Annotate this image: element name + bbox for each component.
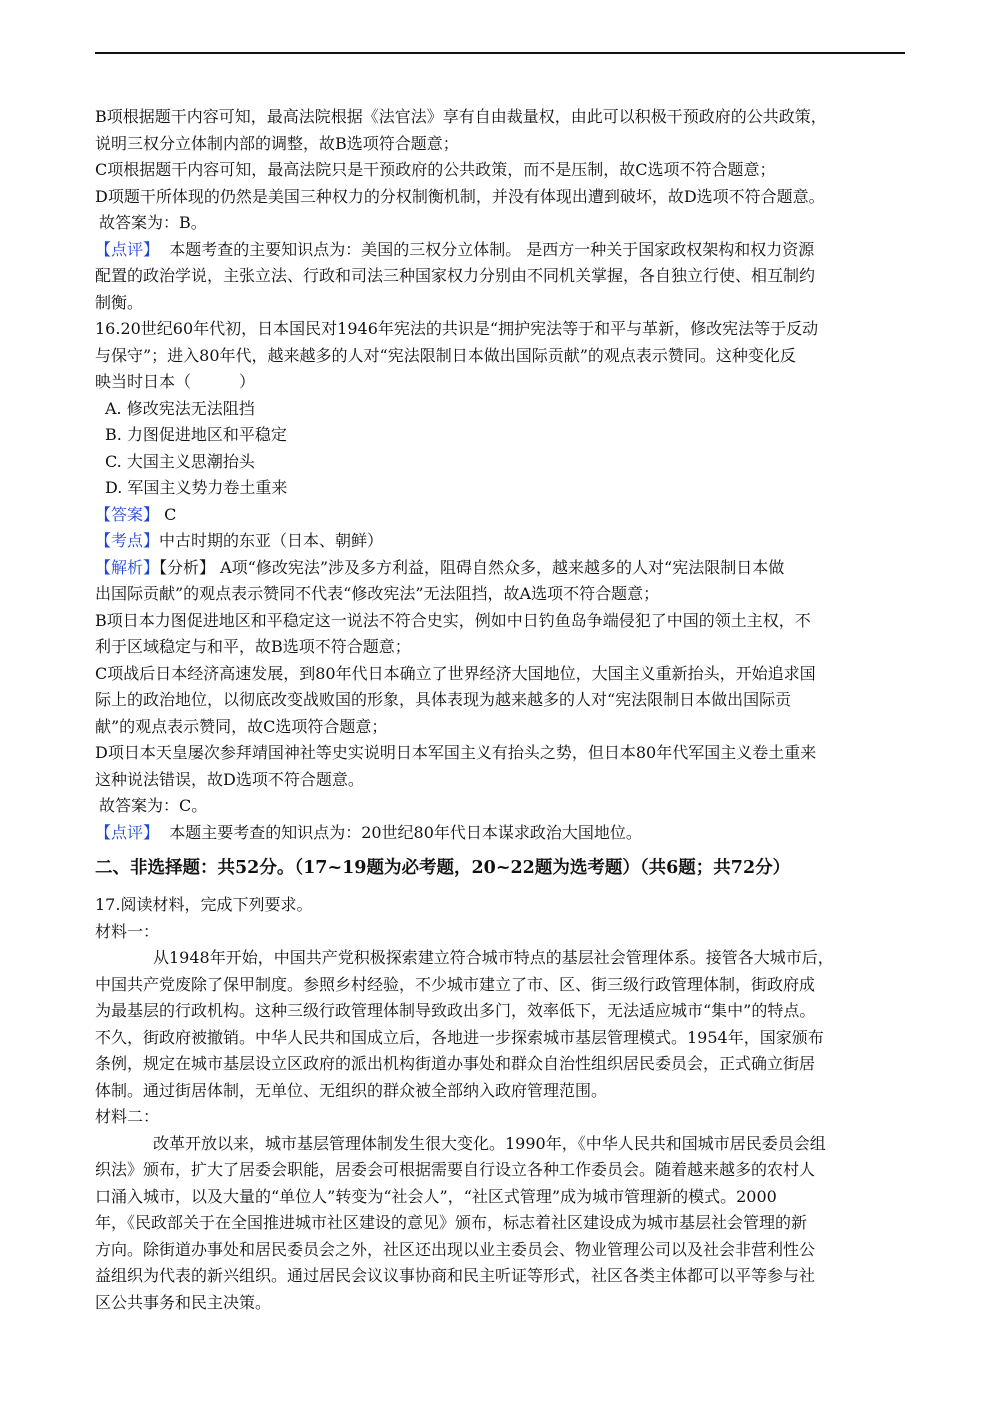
header-rule (95, 52, 905, 54)
material-1-line: 从1948年开始，中国共产党积极探索建立符合城市特点的基层社会管理体系。接管各大城市后， (153, 948, 834, 967)
q16-topic (95, 528, 907, 555)
material-1-label: 材料一： (95, 921, 160, 941)
section-heading: 二、非选择题：共52分。（17~19题为必考题，20~22题为选考题）（共6题；共72分） (95, 858, 791, 878)
material-2-label: 材料二： (95, 1107, 160, 1126)
material-1-line: 条例，规定在城市基层设立区政府的派出机构街道办事处和群众自治性组织居民委员会，正式确立街居 (95, 1054, 816, 1073)
q16-option-d: D. 军国主义势力卷土重来 (105, 478, 288, 497)
material-1-line: 体制。通过街居体制，无单位、无组织的群众被全部纳入政府管理范围。 (95, 1080, 608, 1100)
material-2-line: 织法》颁布，扩大了居委会职能，居委会可根据需要自行设立各种工作委员会。随着越来越多的农村人 (95, 1160, 816, 1179)
q15-explanation-line: 故答案为：B。 (99, 213, 207, 232)
page-content (95, 104, 907, 1316)
q16-option-b: B. 力图促进地区和平稳定 (105, 425, 287, 444)
q16-option-a: A. 修改宪法无法阻挡 (105, 398, 255, 418)
q16-analysis-line: 出国际贡献”的观点表示赞同不代表“修改宪法”无法阻挡，故A选项不符合题意； (95, 584, 660, 603)
review-tag: 【点评】 (95, 239, 160, 259)
analysis-text: 【分析】 A项“修改宪法”涉及多方利益，阻碍自然众多，越来越多的人对“宪法限制日本做 (159, 557, 785, 577)
q16-analysis-line: 故答案为：C。 (99, 796, 208, 815)
q16-review (95, 820, 907, 847)
q16-stem-line: 与保守”；进入80年代，越来越多的人对“宪法限制日本做出国际贡献”的观点表示赞同。这种变化反 (95, 345, 796, 365)
q15-review-line: 配置的政治学说，主张立法、行政和司法三种国家权力分别由不同机关掌握，各自独立行使、相互制约 (95, 266, 816, 285)
material-2-line: 益组织为代表的新兴组织。通过居民会议议事协商和民主听证等形式，社区各类主体都可以平等参与社 (95, 1266, 816, 1285)
topic-tag: 【考点】 (95, 531, 160, 550)
q16-analysis-line: 际上的政治地位，以彻底改变战败国的形象，具体表现为越来越多的人对“宪法限制日本做出国际贡 (95, 690, 792, 709)
material-1-line: 不久，街政府被撤销。中华人民共和国成立后，各地进一步探索城市基层管理模式。1954年，国家颁布 (95, 1027, 824, 1047)
q16-analysis-first-line (95, 555, 907, 582)
analysis-tag: 【解析】 (95, 557, 160, 577)
q16-answer (95, 502, 907, 529)
q15-review-text: 本题考查的主要知识点为：美国的三权分立体制。 是西方一种关于国家政权架构和权力资源 (169, 239, 815, 259)
material-1-line: 为最基层的行政机构。这种三级行政管理体制导致政出多门，效率低下，无法适应城市“集中”的特点。 (95, 1001, 816, 1020)
q15-explanation-line: B项根据题干内容可知，最高法院根据《法官法》享有自由裁量权，由此可以积极干预政府的公共政策， (95, 107, 827, 126)
topic-value: 中古时期的东亚（日本、朝鲜） (159, 531, 384, 550)
material-2-line: 改革开放以来，城市基层管理体制发生很大变化。1990年，《中华人民共和国城市居民委员会组 (153, 1133, 826, 1153)
q16-analysis-line: 利于区域稳定与和平，故B选项不符合题意； (95, 637, 411, 656)
q16-review-text: 本题主要考查的知识点为：20世纪80年代日本谋求政治大国地位。 (169, 822, 642, 842)
review-tag: 【点评】 (95, 822, 160, 842)
q16-analysis-line: D项日本天皇屡次参拜靖国神社等史实说明日本军国主义有抬头之势，但日本80年代军国主义卷土重来 (95, 743, 817, 762)
q16-analysis-line: 献”的观点表示赞同，故C选项符合题意； (95, 716, 388, 736)
answer-tag: 【答案】 (95, 504, 160, 524)
q17-stem: 17.阅读材料，完成下列要求。 (95, 895, 313, 914)
q15-explanation-line: D项题干所体现的仍然是美国三种权力的分权制衡机制，并没有体现出遭到破坏，故D选项不符合题意。 (95, 186, 825, 206)
q15-review-line: 制衡。 (95, 292, 144, 312)
material-2-line: 方向。除街道办事处和居民委员会之外，社区还出现以业主委员会、物业管理公司以及社会非营利性公 (95, 1239, 816, 1259)
q16-analysis-line: B项日本力图促进地区和平稳定这一说法不符合史实，例如中日钓鱼岛争端侵犯了中国的领土主权，不 (95, 610, 811, 630)
material-2-line: 区公共事务和民主决策。 (95, 1292, 272, 1312)
q15-explanation-line: 说明三权分立体制内部的调整，故B选项符合题意； (95, 133, 459, 153)
q16-analysis-line: C项战后日本经济高速发展，到80年代日本确立了世界经济大国地位，大国主义重新抬头，开始追求国 (95, 663, 816, 683)
q16-analysis-line: 这种说法错误，故D选项不符合题意。 (95, 769, 364, 789)
q16-stem-line: 16.20世纪60年代初，日本国民对1946年宪法的共识是“拥护宪法等于和平与革新，修改宪法等于反动 (95, 319, 819, 338)
material-2-line: 口涌入城市，以及大量的“单位人”转变为“社会人”，“社区式管理”成为城市管理新的模式。2000 (95, 1186, 777, 1206)
q16-option-c: C. 大国主义思潮抬头 (105, 451, 255, 471)
q16-stem-line: 映当时日本（ ） (95, 372, 256, 391)
q15-review-first-line (95, 237, 907, 264)
answer-value: C (164, 504, 177, 524)
q15-explanation-line: C项根据题干内容可知，最高法院只是干预政府的公共政策，而不是压制，故C选项不符合题意； (95, 160, 776, 179)
material-2-line: 年，《民政部关于在全国推进城市社区建设的意见》颁布，标志着社区建设成为城市基层社会管理的新 (95, 1213, 808, 1232)
material-1-line: 中国共产党废除了保甲制度。参照乡村经验，不少城市建立了市、区、街三级行政管理体制，街政府成 (95, 974, 816, 994)
